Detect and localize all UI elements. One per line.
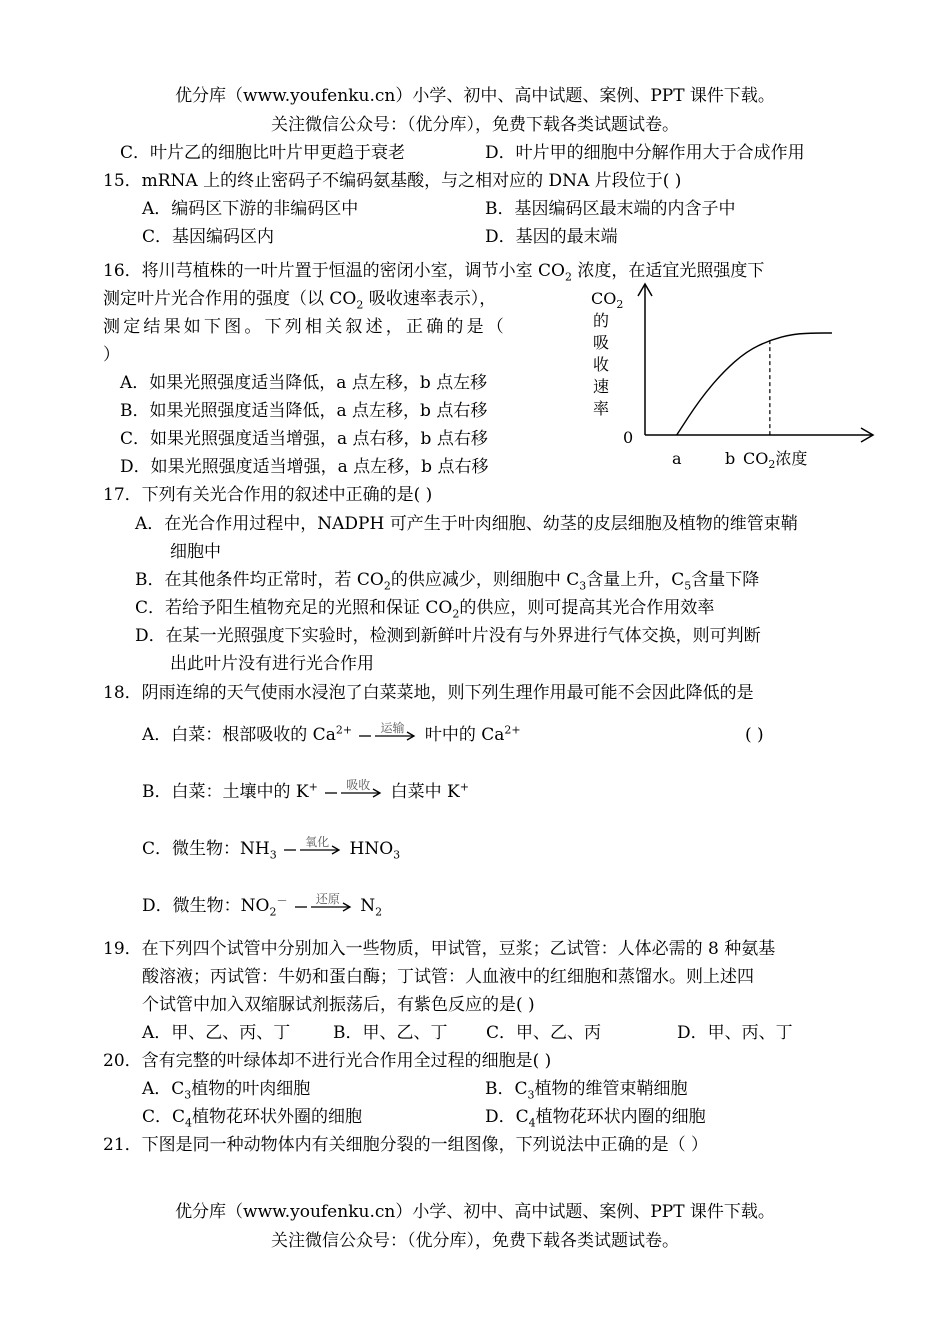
- q17-option-c: C．若给予阳生植物充足的光照和保证 $CO_2$的供应，则可提高其光合作用效率: [135, 598, 715, 621]
- q20-option-a: A．$C_3$植物的叶肉细胞: [142, 1079, 311, 1102]
- q18-option-c: C．微生物：$NH_3$ 氧化 $HNO_3$: [142, 834, 401, 862]
- q16-option-c: C．如果光照强度适当增强，a 点右移，b 点右移: [120, 429, 488, 449]
- q15-option-d: D．基因的最末端: [485, 227, 618, 247]
- y-label-char: 速: [593, 377, 610, 396]
- q16-option-d: D．如果光照强度适当增强，a 点左移，b 点右移: [120, 457, 489, 477]
- header-line-1: 优分库（www.youfenku.cn）小学、初中、高中试题、案例、PPT 课件下载。: [175, 86, 775, 106]
- reaction-arrow: 运输: [357, 724, 419, 748]
- co2-absorption-chart: [585, 280, 885, 480]
- q16-stem-line-2: 测定叶片光合作用的强度（以 $CO_2$ 吸收速率表示），: [103, 289, 497, 312]
- y-label-char: 吸: [593, 333, 610, 352]
- co2-absorption-curve: [677, 333, 832, 435]
- q16-stem-line-3: 测定结果如下图。下列相关叙述，正确的是（: [103, 317, 507, 337]
- q19-option-d: D．甲、丙、丁: [677, 1023, 793, 1043]
- q14-option-c: C．叶片乙的细胞比叶片甲更趋于衰老: [120, 143, 406, 163]
- q18-option-a: A．白菜：根部吸收的 $Ca^{2+}$ 运输 叶中的 $Ca^{2+}$: [142, 723, 521, 748]
- footer-line-2: 关注微信公众号：（优分库），免费下载各类试题试卷。: [271, 1231, 679, 1251]
- q19-option-c: C．甲、乙、丙: [486, 1023, 602, 1043]
- q19-stem-line-2: 酸溶液；丙试管：牛奶和蛋白酶；丁试管：人血液中的红细胞和蒸馏水。则上述四: [142, 967, 754, 987]
- q15-option-c: C．基因编码区内: [142, 227, 275, 247]
- x-axis-label: $CO_2$浓度: [743, 449, 808, 472]
- point-a-label: a: [672, 449, 682, 468]
- reaction-arrow: 还原: [293, 895, 355, 919]
- q21-stem: 21．下图是同一种动物体内有关细胞分裂的一组图像，下列说法中正确的是（ ）: [103, 1135, 709, 1155]
- reaction-arrow: 吸收: [323, 781, 385, 805]
- q17-option-d-line-2: 出此叶片没有进行光合作用: [170, 654, 374, 674]
- reaction-arrow: 氧化: [282, 838, 344, 862]
- point-b-label: b: [725, 449, 736, 468]
- footer-line-1: 优分库（www.youfenku.cn）小学、初中、高中试题、案例、PPT 课件下载。: [175, 1202, 775, 1222]
- header-line-2: 关注微信公众号：（优分库），免费下载各类试题试卷。: [271, 115, 679, 135]
- y-axis-label-co2: $CO_2$: [591, 289, 624, 312]
- q17-option-d-line-1: D．在某一光照强度下实验时，检测到新鲜叶片没有与外界进行气体交换，则可判断: [135, 626, 761, 646]
- q17-option-a-line-2: 细胞中: [170, 542, 221, 562]
- q14-option-d: D．叶片甲的细胞中分解作用大于合成作用: [485, 143, 805, 163]
- q16-option-a: A．如果光照强度适当降低，a 点左移，b 点左移: [120, 373, 488, 393]
- q20-option-c: C．$C_4$植物花环状外圈的细胞: [142, 1107, 363, 1130]
- q15-option-b: B．基因编码区最末端的内含子中: [485, 199, 736, 219]
- q16-stem-line-1: 16．将川芎植株的一叶片置于恒温的密闭小室，调节小室 $CO_2$ 浓度，在适宜光照强度下: [103, 261, 765, 284]
- chart-plot: [585, 280, 885, 480]
- q19-stem-line-1: 19．在下列四个试管中分别加入一些物质，甲试管，豆浆；乙试管：人体必需的 8 种氨基: [103, 939, 776, 959]
- q15-option-a: A．编码区下游的非编码区中: [142, 199, 359, 219]
- y-label-char: 率: [593, 399, 610, 418]
- q19-option-a: A．甲、乙、丙、丁: [142, 1023, 291, 1043]
- q15-stem: 15．mRNA 上的终止密码子不编码氨基酸，与之相对应的 DNA 片段位于( ): [103, 171, 682, 191]
- q17-option-a-line-1: A．在光合作用过程中，NADPH 可产生于叶肉细胞、幼茎的皮层细胞及植物的维管束鞘: [135, 514, 798, 534]
- q18-option-b: B．白菜：土壤中的 K+ 吸收 白菜中 K+: [142, 780, 469, 805]
- q20-stem: 20．含有完整的叶绿体却不进行光合作用全过程的细胞是( ): [103, 1051, 552, 1071]
- q17-stem: 17．下列有关光合作用的叙述中正确的是( ): [103, 485, 433, 505]
- q18-option-d: D．微生物：$NO_2^-$ 还原 $N_2$: [142, 891, 383, 919]
- q16-option-b: B．如果光照强度适当降低，a 点左移，b 点右移: [120, 401, 488, 421]
- q18-stem: 18．阴雨连绵的天气使雨水浸泡了白菜菜地，则下列生理作用最可能不会因此降低的是: [103, 683, 754, 703]
- q17-option-b: B．在其他条件均正常时，若 $CO_2$的供应减少，则细胞中 $C_3$含量上升，$C_5$含量下降: [135, 570, 760, 593]
- origin-label: 0: [623, 428, 634, 447]
- q20-option-d: D．$C_4$植物花环状内圈的细胞: [485, 1107, 706, 1130]
- q16-stem-line-4: ）: [103, 345, 120, 365]
- q19-stem-line-3: 个试管中加入双缩脲试剂振荡后，有紫色反应的是( ): [142, 995, 535, 1015]
- q18-answer-blank: ( ): [745, 725, 764, 745]
- y-label-char: 的: [593, 311, 610, 330]
- q19-option-b: B．甲、乙、丁: [333, 1023, 448, 1043]
- q20-option-b: B．$C_3$植物的维管束鞘细胞: [485, 1079, 688, 1102]
- y-label-char: 收: [593, 355, 610, 374]
